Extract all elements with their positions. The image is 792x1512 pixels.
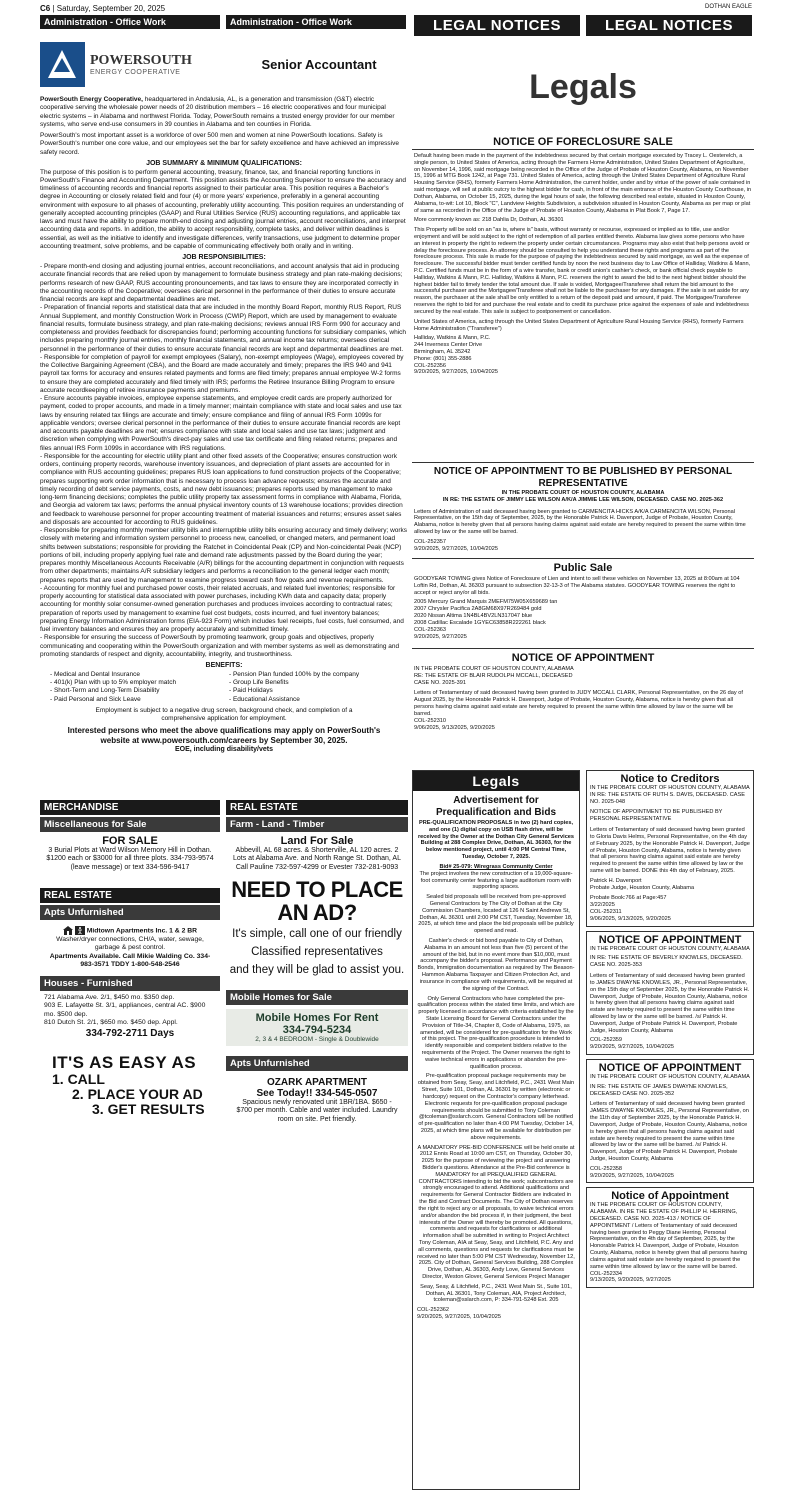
- page-folio: C6 | Saturday, September 20, 2025: [40, 4, 166, 13]
- responsibilities-heading: JOB RESPONSIBILITIES:: [182, 254, 266, 262]
- foreclosure-address: More commonly known as: 218 Dahlia Dr, Dothan, AL 36301: [414, 217, 564, 224]
- appointment-4-body: IN THE PROBATE COURT OF HOUSTON COUNTY, ALABAMA. IN RE THE ESTATE OF PHILLIP H. HERRING, DECEASED. CASE NO. 2025-413 / NOTICE OF APPOINTMENT / Letters of Testamentary of said deceased having been granted to Peggy Diane Herring, Personal Representative, on the 4th day of September, 2025, by the Honorable Patrick H. Davenport, Judge of Probate, Houston County, Alabama, notice is hereby given that all persons having claims against said estate are hereby required to present the same within time allowed by law or the same will be barred.: [590, 1202, 747, 1270]
- foreclosure-sig-line: Halliday, Watkins & Mann, P.C.: [414, 335, 491, 342]
- benefits-list: [40, 671, 408, 704]
- houses-furnished-header: Houses - Furnished: [40, 976, 220, 991]
- appointment-personal-col: 9/20/2025, 9/27/2025, 10/04/2025: [414, 545, 498, 552]
- appointment-3-col: COL-252358: [590, 1165, 623, 1172]
- real-estate-header: REAL ESTATE: [40, 888, 220, 903]
- job-title: Senior Accountant: [261, 56, 377, 72]
- foreclosure-sig-line: 9/20/2025, 9/27/2025, 10/04/2025: [414, 369, 498, 376]
- public-sale-col: COL-252363: [414, 626, 447, 633]
- employment-note: Employment is subject to a negative drug screen, background check, and completion of a comprehensive application for employment.: [95, 706, 353, 723]
- logo-text: [90, 53, 230, 76]
- appointment-title-1: NOTICE OF APPOINTMENT: [511, 652, 655, 664]
- need-ad-title: NEED TO PLACE AN AD?: [231, 877, 403, 926]
- house-listing: 810 Dutch St. 2/1, $650 mo. $450 dep. Appl.: [44, 1019, 178, 1027]
- legal-notices-header-1: LEGAL NOTICES: [414, 15, 580, 36]
- job-ad-header: [40, 34, 408, 94]
- creditors-sig: 3/22/2025: [590, 902, 615, 909]
- job-intro-2: PowerSouth's most important asset is a workforce of over 500 men and women at nine PowerSouth locations. Safety is PowerSouth's number one core value, and our employees set the bar for safety excellence and have achieved an impressive safety record.: [40, 132, 399, 156]
- midtown-call: Apartments Available. Call Mikie Walding Co. 334-983-3571 TDDY 1-800-548-2546: [49, 952, 211, 969]
- house-listing: 721 Alabama Ave. 2/1, $450 mo. $350 dep.: [44, 993, 175, 1001]
- vehicle-item: 2008 Cadillac Escalade 1GYEC63858R222261 black: [414, 619, 546, 626]
- foreclosure-sig-line: COL-252356: [414, 362, 447, 369]
- need-ad-line: and they will be glad to assist you.: [229, 963, 405, 976]
- foreclosure-sig-line: Phone: (801) 355-2886: [414, 355, 472, 362]
- mobile-homes-header: Mobile Homes for Sale: [226, 990, 408, 1005]
- land-text: Abbevill, AL 68 acres. & Shorterville, AL 120 acres. 2 Lots at Alabama Ave. and North Range St. Dothan, AL Call Pauline 732-597-4299 or Evester 732-281-9093: [233, 847, 401, 871]
- for-sale-title: FOR SALE: [102, 835, 158, 847]
- vehicle-item: 2007 Chrysler Pacifica 2A8GM68X97R269484 gold: [414, 606, 542, 613]
- houses-list: [40, 991, 220, 1040]
- vehicle-item: 2005 Mercury Grand Marquis 2MEFM75W05X659689 tan: [414, 599, 558, 606]
- responsibility-item: - Responsible for preparing monthly member utility bills and interruptible utility bills ensuring accuracy and timely delivery; works closely with metering and information system personnel to process new, cancelled, or changed meters, and permanent load shifts between substations; responsible for providing the Ratchet in Coincidental Peak (CP) and Non-coincidental Peak (NCP) portions of bill, including properly applying fuel rate and demand rate adjustments passed by the Board during the year; prepares monthly Miscellaneous Accounts Receivable (A/R) billings for the accounting department in conjunction with requests from other departments; maintains A/R subsidiary ledgers and performs a reconciliation to the general ledger each month; prepares reports that are used by management to examine progress toward cash flow goals and revenue requirements.: [40, 527, 408, 584]
- land-title: Land For Sale: [280, 835, 354, 847]
- admin-office-header-2: Administration - Office Work: [226, 15, 406, 29]
- creditors-body: Letters of Testamentary of said deceased having been granted to Gloria Davis Helms, Personal Representative, on the 4th day of February 2025, by the Honorable Patrick H. Davenport, Judge of Probate, Houston County, Alabama, notice is hereby given that all persons having claims against said estate are hereby required to present the same within time allowed by law or the same will be barred. DONE this 4th day of February, 2025.: [590, 827, 750, 874]
- job-ad: [40, 34, 408, 794]
- appointment-3-head: IN THE PROBATE COURT OF HOUSTON COUNTY, ALABAMA: [590, 1074, 750, 1080]
- appointment-1-head: CASE NO. 2025-391: [414, 679, 466, 686]
- easy-step-3: 3. GET RESULTS: [92, 1100, 205, 1117]
- benefit-item: - Paid Personal and Sick Leave: [50, 695, 141, 703]
- creditors-head: IN THE PROBATE COURT OF HOUSTON COUNTY, ALABAMA: [590, 785, 750, 791]
- appointment-title-4: Notice of Appointment: [611, 1190, 729, 1203]
- appointment-personal-re: IN RE: THE ESTATE OF JIMMY LEE WILSON A/K/A JIMMIE LEE WILSON, DECEASED. CASE NO. 2025-362: [442, 496, 724, 503]
- appointment-1-head: IN THE PROBATE COURT OF HOUSTON COUNTY, ALABAMA: [414, 666, 574, 672]
- public-sale-title: Public Sale: [553, 562, 613, 574]
- appointment-notice-3: [586, 1059, 754, 1183]
- adv-paragraph: Only General Contractors who have completed the pre-qualification process within the stated time limits, and which are properly licensed in accordance with criteria established by the State Licensing Board for General Contractors under the Provision of Title-34, Chapter 8, Code of Alabama, 1975, as amended, will be considered for pre-qualification for the Work of this project. The pre-qualification procedure is intended to identify responsible and competent bidders relative to the requirements of the Project. The Owner reserves the right to waive technical errors in applications or abandon the pre-qualification process.: [417, 995, 575, 1070]
- mobile-sub: 2, 3 & 4 BEDROOM - Single & Doublewide: [255, 1035, 379, 1043]
- foreclosure-paragraph: United States of America, acting through the United States Department of Agriculture Rural Housing Service (RHS), formerly Farmers Home Administration ("Transferee"): [414, 318, 744, 332]
- public-sale-col: 9/20/2025, 9/27/2025: [414, 633, 467, 640]
- appointment-notice-4: [586, 1187, 754, 1288]
- responsibility-item: - Ensure accounts payable invoices, employee expense statements, and employee credit cards are properly authorized for payment, coded to proper accounts, and made in a timely manner; maintain compliance with state and local sales and use tax laws by ensuring related tax filings are accurate and timely; ensure compliance and filing of annual IRS Form 1099s for applicable vendors; oversee clerical personnel in the performance of their duties to ensure accurate financial records are kept and accounts payable deadlines are met; ensures compliance with state and local sales and use tax laws; judgment and discretion when complying with PowerSouth's direct-pay sales and use tax certificate and filing related returns; prepares and files annual IRS Form 1099s in accordance with IRS regulations.: [40, 395, 402, 452]
- appointment-notice-1: [412, 648, 754, 731]
- farm-land-header: Farm - Land - Timber: [226, 817, 408, 832]
- prequalification-ad: [412, 770, 580, 1490]
- legal-notices-header-2: LEGAL NOTICES: [586, 15, 752, 36]
- creditors-sig: 9/06/2025, 9/13/2025, 9/20/2025: [590, 915, 671, 922]
- admin-office-header-1: Administration - Office Work: [40, 15, 220, 29]
- legals-title: Legals: [529, 68, 637, 106]
- adv-paragraph: PRE-QUALIFICATION PROPOSALS in two (2) hard copies, and one (1) digital copy on USB flash drive, will be received by the Owner at the Dothan City General Services Building at 288 Complex Drive, Dothan, AL 36303, for the below mentioned project, until 4:00 PM Central Time, Tuesday, October 7, 2025.: [417, 820, 575, 861]
- foreclosure-title: NOTICE OF FORECLOSURE SALE: [412, 136, 754, 150]
- appointment-personal-title: NOTICE OF APPOINTMENT TO BE PUBLISHED BY PERSONAL REPRESENTATIVE: [433, 466, 733, 489]
- vehicle-item: 2020 Nissan Altima 1N4BL4BV2LN317047 blue: [414, 613, 533, 620]
- foreclosure-notice: [412, 136, 754, 379]
- adv-paragraph: Seay, Seay, & Litchfield, P.C., 2431 West Main St., Suite 101, Dothan, AL 36301, Tony Coleman, AIA, Project Architect, tcoleman@sslarch.com, P: 334-791-5248 Ext. 205: [420, 1283, 572, 1304]
- logo-name: POWERSOUTH: [90, 52, 192, 68]
- creditors-title: Notice to Creditors: [620, 773, 720, 785]
- creditors-head: IN RE: THE ESTATE OF RUTH S. DAVIS, DECEASED. CASE NO. 2025-048: [590, 791, 745, 805]
- appointment-2-col: 9/20/2025, 9/27/2025, 10/04/2025: [590, 1044, 674, 1051]
- need-ad-line: It's simple, call one of our friendly: [232, 928, 402, 941]
- apts-unfurnished-header: Apts Unfurnished: [40, 905, 220, 920]
- midtown-text: Washer/dryer connections, CH/A, water, sewage, garbage & pest control.: [56, 935, 204, 952]
- appointment-1-body: Letters of Testamentary of said deceased having been granted to JUDY MCCALL CLARK, Personal Representative, on the 26 day of August 2025, by the Honorable Patrick H. Davenport, Judge of Probate, Houston County, Alabama, notice is hereby given that all persons having claims against said estate are hereby required to present the same within time allowed by law or the same will be barred.: [414, 690, 743, 717]
- midtown-ad: [40, 926, 220, 970]
- job-intro: [40, 96, 408, 129]
- page-date: Saturday, September 20, 2025: [56, 4, 166, 13]
- appointment-1-col: 9/06/2025, 9/13/2025, 9/20/2025: [414, 724, 495, 731]
- appointment-3-body: Letters of Testamentary of said deceased having been granted JAMES DWAYNE KNOWLES, JR., Personal Representative, on the 11th day of September 2025, by the Honorable Patrick H. Davenport, Judge of Probate, Houston County, Alabama, notice is hereby given that all persons having claims against said estate are hereby required to present the same within time allowed by law or the same will be barred. /s/ Patrick H. Davenport, Judge of Probate Patrick H. Davenport, Probate Judge, Houston County, Alabama: [590, 1101, 749, 1162]
- benefits-heading: BENEFITS:: [205, 662, 243, 669]
- appointment-2-body: Letters of Testamentary of said deceased having been granted to JAMES DWAYNE KNOWLES, JR., Personal Representative, on the 15th day of September 2025, by the Honorable Patrick H. Davenport, Judge of Probate, Houston County, Alabama, notice is hereby given that all persons having claims against said estate are hereby required to present the same within time allowed by law or the same will be barred. /s/ Patrick H. Davenport, Judge of Probate Patrick H. Davenport, Probate Judge, Houston County, Alabama: [590, 973, 750, 1034]
- ozark-see: See Today!! 334-545-0507: [256, 1087, 378, 1099]
- appointment-4-col: COL-252334: [590, 1270, 623, 1277]
- creditors-sig: Probate Book:766 at Page:457: [590, 895, 667, 902]
- accessibility-icon: [75, 926, 85, 935]
- paper-name: DOTHAN EAGLE: [704, 4, 752, 10]
- foreclosure-paragraph: Default having been made in the payment of the indebtedness secured by that certain mortgage executed by Tracey L. Oesterelch, a single person, to United States of America, acting through the Farmers Home Administration, United States Department of Agriculture, on November 14, 1996, said mortgage being recorded in the Office of the Judge of Probate of Houston County, Alabama, on November 15, 1996 at MTG Book 1242, at Page 731. United States of America, acting through the United States Department of Agriculture Rural Housing Service (RHS), formerly Farmers Home Administration, the current holder, under and by virtue of the power of sale contained in said mortgage, will sell at public outcry to the highest bidder for cash, in front of the main entrance of the Houston County Courthouse, in Dothan, Alabama, on October 15, 2025, during the legal hours of sale, the following described real estate, situated in Houston County, Alabama, to-wit: Lot 10, Block "C", Landview Heights Subdivision, a subdivision situated in Houston County, Alabama as per map or plat of same as recorded in the Office of the Judge of Probate of Houston County, Alabama in Plat Book 7, Page 17.: [414, 153, 752, 214]
- house-listing: 903 E. Lafayette St. 3/1, appliances, central AC. $900 mo. $500 dep.: [44, 1002, 206, 1018]
- ozark-text: Spacious newly renovated unit 1BR/1BA. $650 - $700 per month. Cable and water included. Laundry room on site. Pet friendly.: [236, 1098, 398, 1123]
- adv-bid-number: Bid# 25-079: Wiregrass Community Center: [439, 863, 553, 870]
- benefit-item: - Paid Holidays: [229, 687, 273, 695]
- foreclosure-sig-line: Birmingham, AL 35242: [414, 348, 471, 355]
- adv-paragraph: Cashier's check or bid bond payable to City of Dothan, Alabama in an amount not less than five (5) percent of the amount of the bid, but in no event more than $10,000, must accompany the bidder's proposal. Performance and Payment Bonds, Immigration documentation as required by The Beason-Hammon Alabama Taxpayer and Citizen Protection Act, and insurance in compliance with requirements, will be required at the signing of the Contract.: [417, 938, 575, 992]
- responsibility-item: - Accounting for monthly fuel and purchased power costs, their related accruals, and related fuel inventories; responsible for properly accounting for statistical data associated with power purchases, including KWh data and capacity data; properly accounting for monthly solar consumer-owned generation purchases and produces invoices according to contractual rates; preparation of reports used by management to examine fuel cost budgets, costs incurred, and fuel inventory balances; preparing Energy Information Administration forms (EIA-923 Form) which includes fuel receipts, fuel costs, fuel consumed, and fuel inventory balances and ensures they are properly accurately and submitted timely.: [40, 584, 404, 633]
- benefit-item: - Educational Assistance: [229, 695, 300, 703]
- responsibility-item: - Preparation of financial reports and statistical data that are included in the monthly Board Report, monthly RUS Report, RUS Annual Supplement, and monthly Construction Work in Process (CWIP) Report, which are used by management to evaluate financial results, formulate business strategy, and plan rate-making decisions; reviews annual IRS Form 990 for accuracy and completeness and provides feedback for discrepancies found; performing accounting functions for subsidiary companies, which includes preparing monthly journal entries, monthly financial statements, and annual income tax returns; oversees clerical personnel in the performance of their duties to ensure accurate financial records are kept and departmental deadlines are met.: [40, 304, 407, 353]
- creditors-sig: Probate Judge, Houston County, Alabama: [590, 884, 695, 891]
- appointment-2-col: COL-252359: [590, 1037, 623, 1044]
- mobile-homes-ad: [226, 1009, 408, 1046]
- creditors-notice: [586, 770, 754, 927]
- appointment-3-col: 9/20/2025, 9/27/2025, 10/04/2025: [590, 1172, 674, 1179]
- appointment-3-head: IN RE: THE ESTATE OF JAMES DWAYNE KNOWLES, DECEASED CASE NO. 2025-352: [590, 1083, 728, 1097]
- mobile-title: Mobile Homes For Rent: [255, 1011, 379, 1024]
- legals-right-column: [586, 770, 754, 1288]
- classifieds-left: [40, 800, 220, 1116]
- easy-step-2: 2. PLACE YOUR AD: [72, 1085, 203, 1102]
- appointment-personal-court: IN THE PROBATE COURT OF HOUSTON COUNTY, ALABAMA: [501, 490, 665, 496]
- page-number: C6: [40, 4, 51, 13]
- public-sale-body: GOODYEAR TOWING gives Notice of Foreclosure of Lien and intent to sell these vehicles on November 13, 2025 at 8:00am at 104 Loftin Rd, Dothan, AL 36303 pursuant to subsection 32-13-3 of The Alabama statutes. GOODYEAR TOWING reserves the right to accept or reject any/or all bids.: [414, 576, 740, 596]
- appointment-personal-col: COL-252357: [414, 538, 447, 545]
- responsibility-item: - Responsible for completion of payroll for exempt employees (Salary), non-exempt employees (Wage), employees covered by the Collective Bargaining Agreement (CBA), and the Board are made accurately and timely; prepares the IRS 940 and 941 payroll tax forms for accuracy and ensures related payments and forms are filed timely; prepares annual employee W-2 forms to ensure they are completed accurately and filed timely with IRS; performs the Retiree Insurance Billing Program to ensure accurate recordkeeping of retiree insurance payments and premiums.: [40, 353, 404, 394]
- for-sale-text: 3 Burial Plots at Ward Wilson Memory Hill in Dothan. $1200 each or $3000 for all three plots. 334-793-9574 (leave message) or text 334-596-9417: [46, 847, 214, 871]
- appointment-1-col: COL-252310: [414, 717, 447, 724]
- job-intro-text: headquartered in Andalusia, AL, is a generation and transmission (G&T) electric cooperative serving the wholesale power needs of 20 distribution members – 16 electric cooperatives and four municipal electric systems – in Alabama and northwest Florida. Today, PowerSouth remains a trusted energy provider for our member systems, who serve end-use consumers in 39 counties in Alabama and ten counties in Florida.: [40, 96, 395, 128]
- appointment-4-col: 9/13/2025, 9/20/2025, 9/27/2025: [590, 1277, 671, 1284]
- adv-paragraph: Sealed bid proposals will be received from pre-approved General Contractors by The City of Dothan at the City Commission Chambers, located at 126 N Saint Andrews St, Dothan, AL 36301 until 2:00 PM CST, Tuesday, November 18, 2025, at which time and place the bid proposals will be publicly opened and read.: [418, 894, 574, 935]
- benefit-item: - Pension Plan funded 100% by the company: [229, 670, 360, 678]
- benefit-item: - 401(k) Plan with up to 5% employer match: [50, 679, 177, 687]
- easy-as-ad: [40, 1054, 220, 1116]
- adv-title: Advertisement for Prequalification and Bids: [435, 795, 557, 818]
- need-ad-body: [226, 926, 408, 979]
- adv-paragraph: The project involves the new construction of a 19,000-square-foot community center featuring a large auditorium room with supporting spaces.: [419, 870, 573, 891]
- appointment-title-2: NOTICE OF APPOINTMENT: [598, 933, 742, 946]
- appointment-title-3: NOTICE OF APPOINTMENT: [598, 1062, 742, 1074]
- easy-step-1: 1. CALL: [52, 1071, 105, 1088]
- apply-instructions: Interested persons who meet the above qualifications may apply on PowerSouth's website at www.powersouth.com/careers by September 30, 2025.: [67, 726, 381, 745]
- misc-for-sale-header: Miscellaneous for Sale: [40, 817, 220, 832]
- benefit-item: - Group Life Benefits: [229, 679, 289, 687]
- merchandise-header: MERCHANDISE: [40, 800, 220, 815]
- creditors-sig: Patrick H. Davenport: [590, 877, 642, 884]
- summary-heading: JOB SUMMARY & MINIMUM QUALIFICATIONS:: [146, 159, 302, 167]
- powersouth-logo-icon: [40, 42, 85, 87]
- appointment-notice-2: [586, 931, 754, 1055]
- appointment-personal-notice: [412, 462, 754, 553]
- legals-mid-header: Legals: [413, 771, 579, 791]
- real-estate-header-2: REAL ESTATE: [226, 800, 408, 815]
- foreclosure-paragraph: This Property will be sold on an "as is, where is" basis, without warranty or recourse, expressed or implied as to title, use and/or enjoyment and will be sold subject to the right of redemption of all parties entitled thereto. Alabama law gives some persons who have an interest in property the right to redeem the property under certain circumstances. Programs may also exist that help persons avoid or delay the foreclosure process. An attorney should be consulted to help you understand these rights and programs as part of the foreclosure process. This sale is made for the purpose of paying the indebtedness secured by said mortgage, as well as the expense of foreclosure. The successful bidder must tender certified funds by noon the next business day to Law Office of Halliday, Watkins & Mann, P.C. Certified funds must be in the form of a wire transfer, bank or credit union's cashier's check, or bank official check payable to Halliday, Watkins & Mann, P.C. Halliday, Watkins & Mann, P.C. reserves the right to award the bid to the next highest bidder should the highest bidder fail to timely tender the total amount due. If sale is voided, Mortgagee/Transferee shall return the bid amount to the successful purchaser and the Mortgagee/Transferee shall not be liable to the purchaser for any damages. If the sale is set aside for any reason, the purchaser at the sale shall be only entitled to a return of the deposit paid and amount, if paid. The Mortgagee/Transferee reserves the right to bid for and purchase the real estate and to credit its purchase price against the expenses of sale and indebtedness secured by the real estate. This sale is subject to postponement or cancellation.: [414, 227, 751, 315]
- responsibility-item: - Responsible for ensuring the success of PowerSouth by promoting teamwork, group goals and objectives, properly communicating and cooperating within the PowerSouth organization and with member systems as well as demonstrating and promoting standards of respect and dignity, accountability, integrity, and trustworthiness.: [40, 634, 400, 658]
- appointment-2-head: IN RE: THE ESTATE OF BEVERLY KNOWLES, DECEASED. CASE NO. 2025-353: [590, 955, 743, 969]
- logo-subtitle: ENERGY COOPERATIVE: [90, 68, 181, 76]
- benefit-item: - Medical and Dental Insurance: [50, 670, 140, 678]
- classifieds-middle: [226, 800, 408, 1124]
- easy-title: IT'S AS EASY AS: [52, 1053, 197, 1073]
- house-icon: [63, 926, 73, 935]
- adv-col: 9/20/2025, 9/27/2025, 10/04/2025: [417, 1314, 501, 1321]
- ozark-title: OZARK APARTMENT: [267, 1076, 367, 1088]
- appointment-2-head: IN THE PROBATE COURT OF HOUSTON COUNTY, ALABAMA: [590, 945, 750, 952]
- summary-text: The purpose of this position is to perform general accounting, treasury, finance, tax, and financial reporting functions in PowerSouth's Finance and Accounting Department. This position assists the Accounting Supervisor to ensure the accuracy and timeliness of accounting records and financial reports assigned to their particular area. This position requires a Bachelor's degree in Accounting or closely related field and four (4) or more years' experience, preferably in a general accounting environment with exposure to all phases of accounting, preferably utility accounting. This position requires an understanding of generally accepted accounting principles (GAAP) and Rural Utilities Service (RUS) accounting regulations, and applicable tax laws and must have the ability to prepare month-end closing and adjusting journal entries, account reconciliations, and interpret accounting data and reports. In addition, the ability to accept responsibility, complete tasks, and deliver within deadlines is essential, as well as the initiative to identify and investigate differences, verify transactions, use judgment to determine proper accounting treatment, solve problems, and be capable of communicating effectively both orally and in writing.: [40, 168, 407, 250]
- eoe-note: EOE, including disability/vets: [174, 745, 274, 753]
- job-intro-lead: PowerSouth Energy Cooperative,: [40, 96, 143, 103]
- apts-unfurnished-header-2: Apts Unfurnished: [226, 1056, 408, 1071]
- adv-paragraph: Pre-qualification proposal package requirements may be obtained from Seay, Seay, and Litchfield, P.C., 2431 West Main Street, Suite 101, Dothan, AL 36301 by written (electronic or hardcopy) request on the Contractor's company letterhead. Electronic requests for pre-qualification proposal package requirements should be submitted to Tony Coleman @tcoleman@sslarch.com. General Contractors will be notified of pre-qualification no later than 4:00 PM Tuesday, October 14, 2025, at which time plans will be available for distribution per above requirements.: [417, 1073, 575, 1141]
- responsibility-item: - Responsible for the accounting for electric utility plant and other fixed assets of the Cooperative; ensures construction work orders, continuing property records, warehouse inventory issuances, and depreciation of plant assets are accounted for in compliance with RUS accounting guidelines; prepares RUS loan applications to fund construction projects of the Cooperative; prepares supporting work order information that is necessary to process loan advance requests; ensures the accurate and timely recording of debt service payments, costs, and new debt issuances; prepares reports used by management to make long-term financing decisions; completes the public utility property tax assessment forms in compliance with Alabama, Florida, and Georgia ad valorem tax laws; performs the annual physical inventory counts of 13 warehouse locations; provides direction and feedback to warehouse personnel for proper accounting treatment of material issuances and returns; ensures asset sales and disposals are accounted for according to RUS guidelines.: [40, 452, 403, 526]
- appointment-1-head: RE: THE ESTATE OF BLAIR RUDOLPH MCCALL, DECEASED: [414, 672, 573, 679]
- creditors-sig: COL-252311: [590, 909, 622, 915]
- creditors-head: NOTICE OF APPOINTMENT TO BE PUBLISHED BY PERSONAL REPRESENTATIVE: [590, 809, 723, 823]
- midtown-name: Midtown Apartments Inc. 1 & 2 BR: [86, 927, 198, 935]
- public-sale-notice: [412, 558, 754, 640]
- mobile-phone: 334-794-5234: [282, 1023, 352, 1036]
- need-ad-line: Classified representatives: [251, 946, 383, 959]
- foreclosure-sig-line: 244 Inverness Center Drive: [414, 342, 483, 349]
- adv-paragraph: A MANDATORY PRE-BID CONFERENCE will be held onsite at 2012 Ennis Road at 10:00 am CST, on Thursday, October 30, 2025 for the purpose of reviewing the project and answering Bidder's questions. Attendance at the Pre-Bid conference is MANDATORY for all PREQUALIFIED GENERAL CONTRACTORS intending to bid the work; subcontractors are strongly encouraged to attend. Additional qualifications and requirements for General Contractor Bidders are indicated in the Bid and Contract Documents. The City of Dothan reserves the right to reject any or all proposals, to waive technical errors and/or abandon the bid process if, in their judgment, the best interests of the Owner will thereby be promoted. All questions, comments and requests for clarifications or additional information shall be submitted in writing to Project Architect Tony Coleman, AIA at Seay, Seay, and Litchfield, P.C. Any and all comments, questions and requests for clarifications must be received no later than 5:00 PM CST Wednesday, November 12, 2025. City of Dothan, General Services Building, 288 Complex Drive, Dothan, AL 36303, Andy Love, General Services Director, Weston Glover, General Services Project Manager: [417, 1144, 575, 1280]
- adv-col: COL-252362: [417, 1307, 450, 1314]
- benefit-item: - Short-Term and Long-Term Disability: [50, 687, 160, 695]
- houses-phone: 334-792-2711 Days: [85, 1027, 175, 1039]
- appointment-personal-body: Letters of Administration of said deceased having been granted to CARMENCITA HICKS A/K/A CARMENCITA WILSON, Personal Representative, on the 15th day of September, 2025, by the Honorable Patrick H. Davenport, Judge of Probate, Houston County, Alabama, notice is hereby given that all persons having claims against said estate are hereby required to present the same within time allowed by law or the same will be barred.: [414, 508, 746, 536]
- responsibility-item: - Prepare month-end closing and adjusting journal entries, account reconciliations, and account analysis that aid in producing accurate financial records that are relied upon by management to formulate business strategy and plan rate-making decisions; performs research of new GAAP, RUS accounting pronouncements, and tax laws to ensure they are incorporated correctly in the accounting records of the Cooperative; oversees clerical personnel in the performance of their duties to ensure accurate financial records are kept and departmental deadlines are met.: [40, 263, 403, 303]
